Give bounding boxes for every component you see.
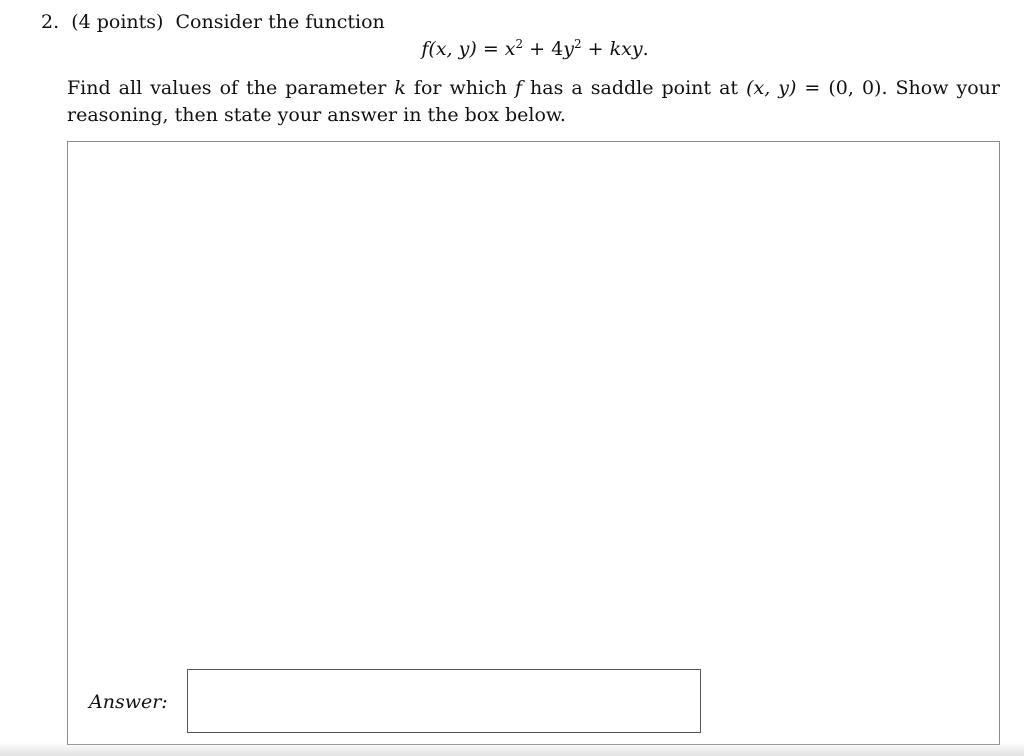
question-text-part1: Find all values of the parameter xyxy=(67,77,395,99)
answer-label: Answer: xyxy=(89,691,168,713)
formula-kxy: kxy xyxy=(609,38,643,60)
question-text-part2: for which xyxy=(405,77,515,99)
formula-x-exponent: 2 xyxy=(515,37,524,51)
page-bottom-shade xyxy=(0,742,1024,756)
question-header xyxy=(41,10,385,34)
function-formula xyxy=(0,37,1024,61)
work-area[interactable] xyxy=(67,141,1000,745)
formula-plus-4: + 4 xyxy=(523,38,564,60)
answer-input[interactable] xyxy=(187,669,701,733)
formula-y: y xyxy=(563,38,574,60)
formula-f: f xyxy=(421,38,429,60)
question-text xyxy=(67,75,1000,129)
question-text-part4: = (0, 0). Show your reasoning, then state your answer in the box below. xyxy=(67,77,1000,126)
formula-plus: + xyxy=(581,38,610,60)
question-text-f: f xyxy=(514,77,523,99)
formula-y-exponent: 2 xyxy=(573,37,582,51)
question-number: 2. xyxy=(41,11,60,33)
formula-period: . xyxy=(642,38,649,60)
question-text-point-vars: (x, y) xyxy=(746,77,797,99)
formula-equals: = xyxy=(476,38,505,60)
question-intro: Consider the function xyxy=(175,11,385,33)
question-text-part3: has a saddle point at xyxy=(522,77,747,99)
question-points: (4 points) xyxy=(71,11,164,33)
formula-x: x xyxy=(504,38,516,60)
question-text-k: k xyxy=(394,77,406,99)
formula-args: (x, y) xyxy=(428,38,477,60)
